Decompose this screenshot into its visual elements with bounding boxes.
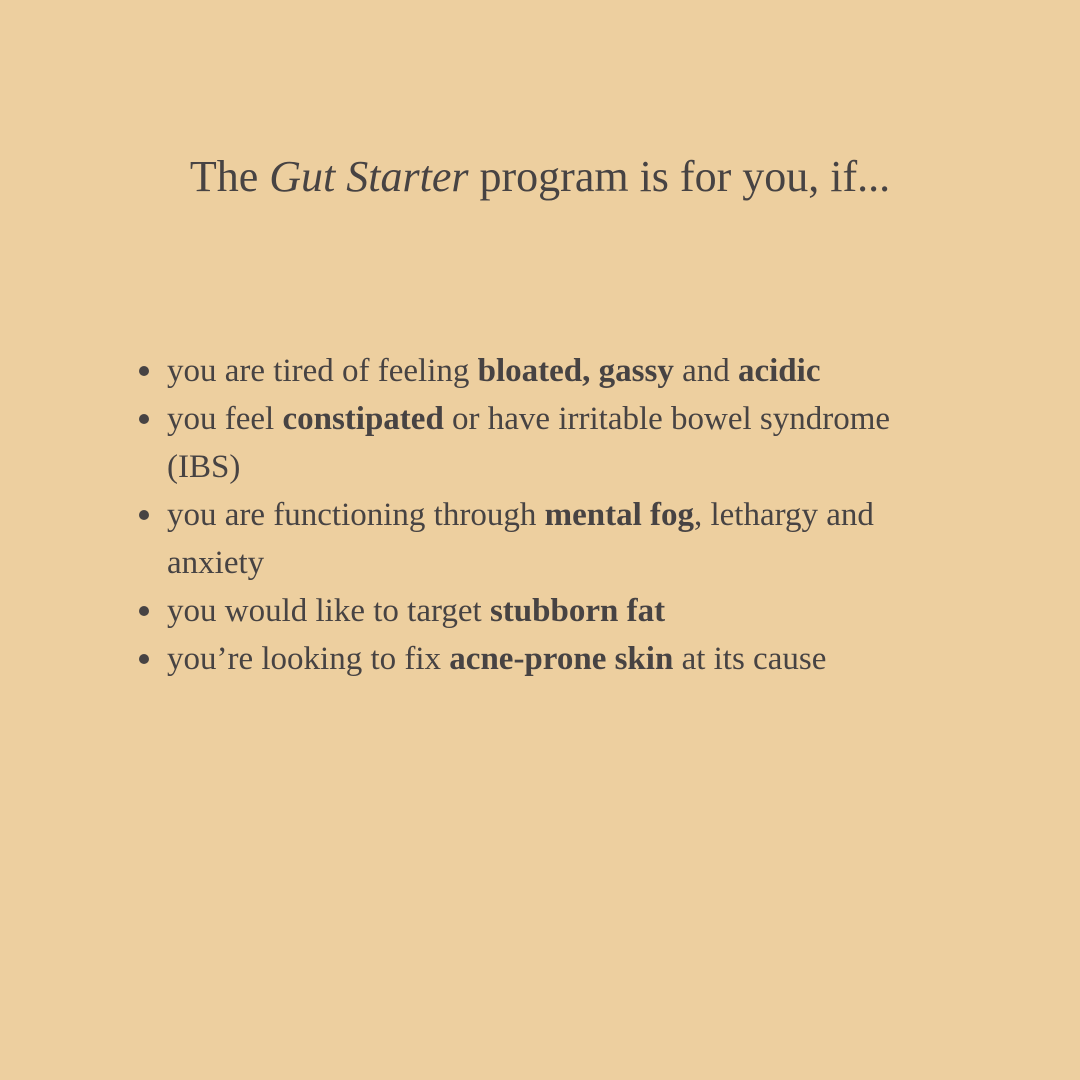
item-emphasis: acidic [737,353,821,389]
item-emphasis: constipated [282,401,444,437]
item-text: , lethargy and anxiety [167,497,874,581]
list-item [138,635,938,683]
bullet-icon [139,414,149,424]
list-item [138,491,938,587]
item-text: you are functioning through [167,497,545,533]
list-item [138,587,938,635]
item-text: you are tired of feeling [167,353,478,389]
title-suffix: program is for you, if... [468,152,891,201]
item-text: you feel [167,401,283,437]
program-name: Gut Starter [269,152,469,201]
item-emphasis: stubborn fat [489,593,666,629]
benefits-list [138,347,938,683]
title-prefix: The [189,152,270,201]
item-text: you would like to target [167,593,490,629]
bullet-icon [139,606,149,616]
bullet-icon [139,654,149,664]
bullet-icon [139,510,149,520]
item-emphasis: bloated, gassy [477,353,674,389]
item-text: and [673,353,738,389]
page-title [0,150,1080,204]
item-text: you’re looking to fix [167,641,450,677]
item-emphasis: mental fog [544,497,694,533]
item-text: at its cause [673,641,827,677]
item-text: or have irritable bowel syndrome (IBS) [167,401,891,485]
item-emphasis: acne-prone skin [449,641,674,677]
list-item [138,347,938,395]
list-item [138,395,938,491]
bullet-icon [139,366,149,376]
